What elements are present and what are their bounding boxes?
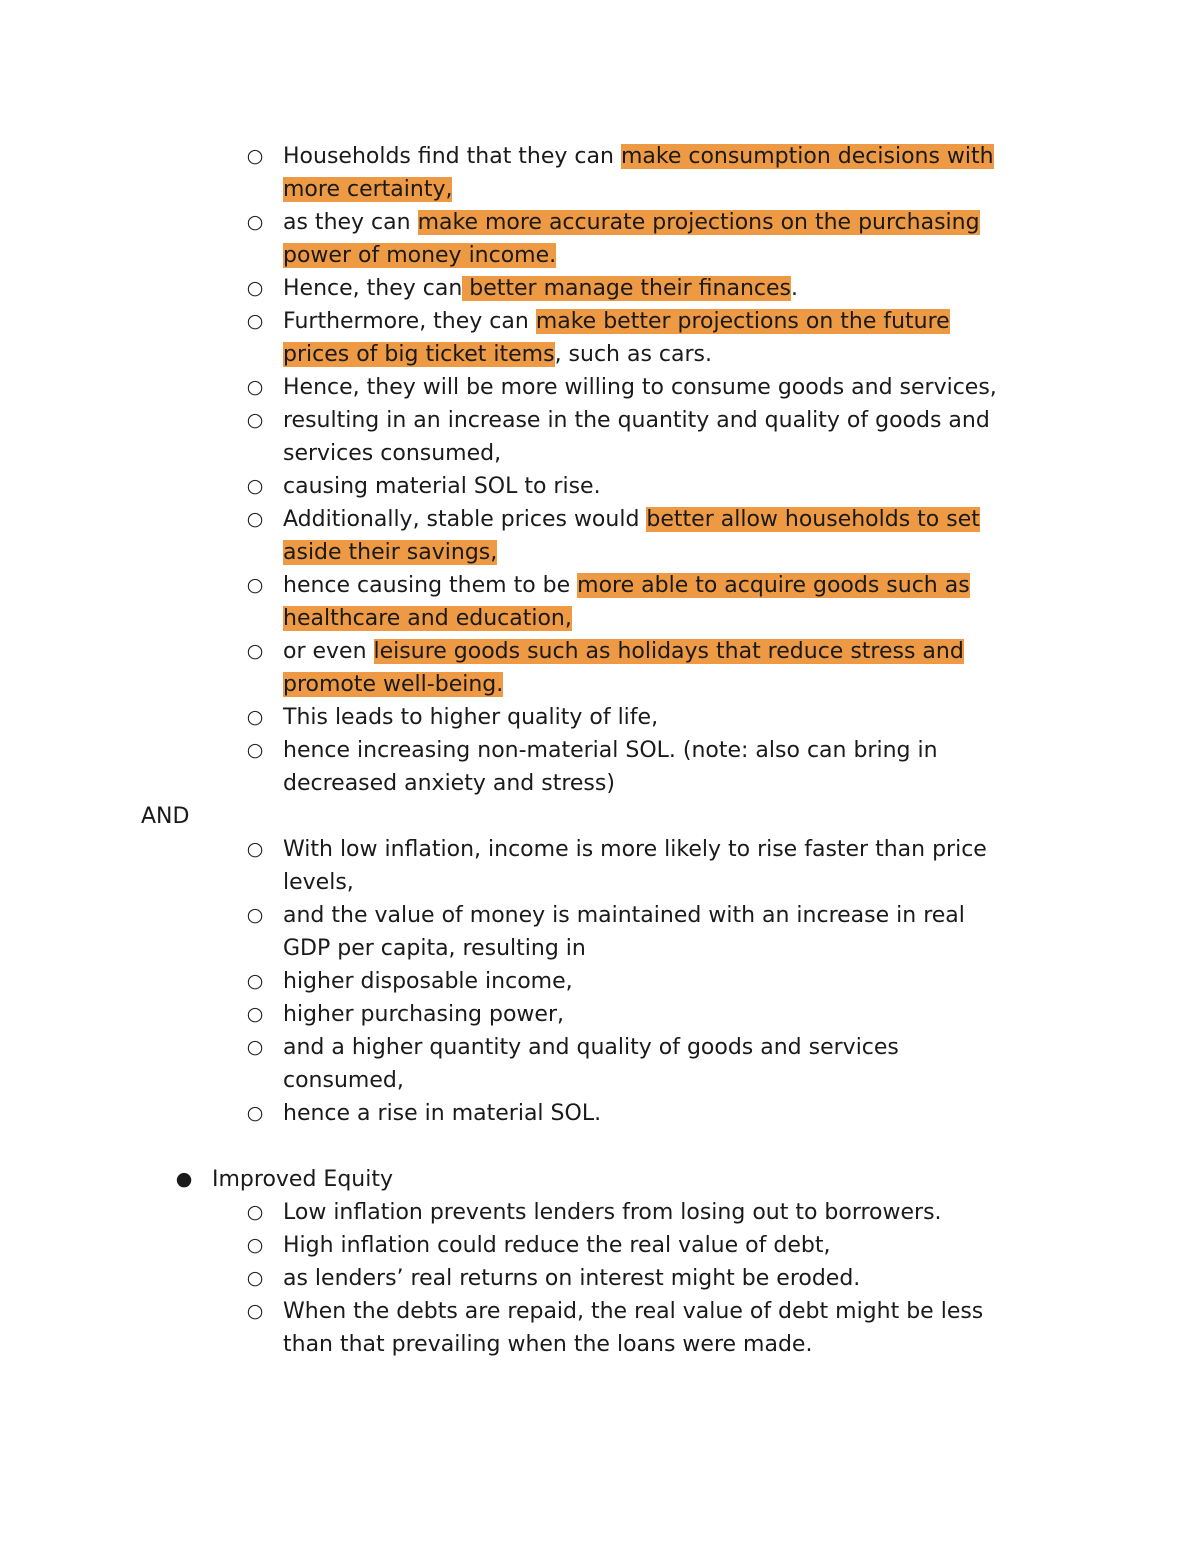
line-text [283,371,997,404]
list-item-continuation [0,866,1200,899]
highlighted-text: make consumption decisions with [620,144,994,169]
connector-line [0,800,1200,833]
bullet-circle-icon: ○ [246,1036,264,1058]
list-item [0,470,1200,503]
list-item [0,635,1200,668]
line-text [283,767,615,800]
line-text [283,734,938,767]
bullet-circle-icon: ○ [246,574,264,596]
text-segment: Additionally, stable prices would [283,507,647,532]
bullet-circle-icon: ○ [246,640,264,662]
list-item [0,272,1200,305]
line-text [283,635,964,668]
line-text [283,206,980,239]
highlighted-text: better allow households to set [646,507,980,532]
bullet-circle-icon: ○ [246,904,264,926]
list-item [0,734,1200,767]
bullet-circle-icon: ○ [246,1003,264,1025]
bullet-circle-icon: ○ [246,970,264,992]
line-text [283,1295,983,1328]
bullet-circle-icon: ○ [246,739,264,761]
spacer [0,1130,1200,1163]
line-text [283,1229,830,1262]
bullet-circle-icon: ○ [246,1300,264,1322]
list-item-continuation [0,1328,1200,1361]
text-segment: Furthermore, they can [283,309,536,334]
highlighted-text: promote well-being. [283,672,504,697]
text-segment: Low inflation prevents lenders from losing out to borrowers. [283,1200,942,1225]
bullet-circle-icon: ○ [246,475,264,497]
list-item [0,404,1200,437]
connector-text: AND [141,804,190,829]
text-segment: than that prevailing when the loans were made. [283,1332,813,1357]
highlighted-text: power of money income. [283,243,557,268]
highlighted-text: more able to acquire goods such as [577,573,970,598]
line-text [283,140,994,173]
line-text [283,998,564,1031]
section-heading-text: Improved Equity [212,1167,393,1192]
text-segment: With low inflation, income is more likely to rise faster than price [283,837,987,862]
list-item [0,1097,1200,1130]
line-text [283,1064,404,1097]
line-text [283,173,452,206]
text-segment: High inflation could reduce the real value of debt, [283,1233,831,1258]
bullet-circle-icon: ○ [246,1201,264,1223]
line-text [283,470,601,503]
list-item-continuation [0,602,1200,635]
list-item [0,1196,1200,1229]
bullet-circle-icon: ○ [246,508,264,530]
text-segment: services consumed, [283,441,502,466]
list-item [0,140,1200,173]
text-segment: and the value of money is maintained with an increase in real [283,903,965,928]
text-segment: When the debts are repaid, the real value of debt might be less [283,1299,984,1324]
bullet-circle-icon: ○ [246,409,264,431]
text-segment: causing material SOL to rise. [283,474,601,499]
line-text [283,899,965,932]
section-heading [0,1163,1200,1196]
line-text [283,965,573,998]
line-text [283,569,970,602]
bullet-circle-icon: ○ [246,310,264,332]
text-segment: Hence, they will be more willing to consume goods and services, [283,375,997,400]
text-segment: hence a rise in material SOL. [283,1101,602,1126]
highlighted-text: make more accurate projections on the purchasing [417,210,980,235]
text-segment: or even [283,639,374,664]
list-item-continuation [0,668,1200,701]
line-text [283,536,497,569]
bullet-circle-icon: ○ [246,376,264,398]
line-text [283,602,572,635]
bullet-circle-icon: ○ [246,706,264,728]
line-text [283,833,987,866]
line-text [283,932,586,965]
list-item-continuation [0,932,1200,965]
bullet-circle-icon: ○ [246,838,264,860]
highlighted-text: make better projections on the future [535,309,950,334]
text-segment: hence causing them to be [283,573,578,598]
highlighted-text: leisure goods such as holidays that reduce stress and [373,639,964,664]
line-text [283,1031,899,1064]
text-segment: Households find that they can [283,144,621,169]
list-item-continuation [0,338,1200,371]
text-segment: as they can [283,210,418,235]
list-item [0,206,1200,239]
text-segment: decreased anxiety and stress) [283,771,615,796]
bullet-circle-icon: ○ [246,145,264,167]
highlighted-text: better manage their finances [462,276,792,301]
text-segment: This leads to higher quality of life, [283,705,659,730]
text-segment: GDP per capita, resulting in [283,936,586,961]
line-text [283,866,354,899]
list-item-continuation [0,437,1200,470]
highlighted-text: healthcare and education, [283,606,572,631]
line-text [283,404,990,437]
list-item [0,569,1200,602]
line-text [283,701,658,734]
text-segment: resulting in an increase in the quantity and quality of goods and [283,408,990,433]
text-segment: higher disposable income, [283,969,573,994]
list-item-continuation [0,536,1200,569]
line-text [283,1328,812,1361]
list-item [0,899,1200,932]
list-item [0,1229,1200,1262]
line-text [283,338,712,371]
line-text [283,437,501,470]
text-segment: hence increasing non-material SOL. (note: also can bring in [283,738,938,763]
bullet-circle-icon: ○ [246,211,264,233]
list-item [0,503,1200,536]
list-item [0,1295,1200,1328]
line-text [283,1262,860,1295]
bullet-circle-icon: ○ [246,1267,264,1289]
line-text [283,305,950,338]
list-item-continuation [0,239,1200,272]
list-item [0,965,1200,998]
list-item [0,371,1200,404]
list-item [0,833,1200,866]
list-item [0,998,1200,1031]
text-segment: . [791,276,799,301]
line-text [283,503,980,536]
highlighted-text: prices of big ticket items [283,342,555,367]
text-segment: consumed, [283,1068,404,1093]
text-segment: and a higher quantity and quality of goods and services [283,1035,899,1060]
line-text [283,272,798,305]
text-segment: Hence, they can [283,276,463,301]
document-body [0,140,1200,1361]
highlighted-text: aside their savings, [283,540,498,565]
list-item-continuation [0,173,1200,206]
highlighted-text: more certainty, [283,177,453,202]
list-item-continuation [0,1064,1200,1097]
line-text [283,1196,942,1229]
line-text [283,668,503,701]
list-item [0,701,1200,734]
line-text [283,239,556,272]
text-segment: , such as cars. [554,342,712,367]
text-segment: as lenders’ real returns on interest might be eroded. [283,1266,861,1291]
bullet-circle-icon: ○ [246,277,264,299]
list-item-continuation [0,767,1200,800]
list-item [0,305,1200,338]
bullet-circle-icon: ○ [246,1102,264,1124]
list-item [0,1031,1200,1064]
line-text [283,1097,601,1130]
text-segment: levels, [283,870,354,895]
bullet-disc-icon: ● [175,1168,193,1190]
bullet-circle-icon: ○ [246,1234,264,1256]
list-item [0,1262,1200,1295]
text-segment: higher purchasing power, [283,1002,564,1027]
